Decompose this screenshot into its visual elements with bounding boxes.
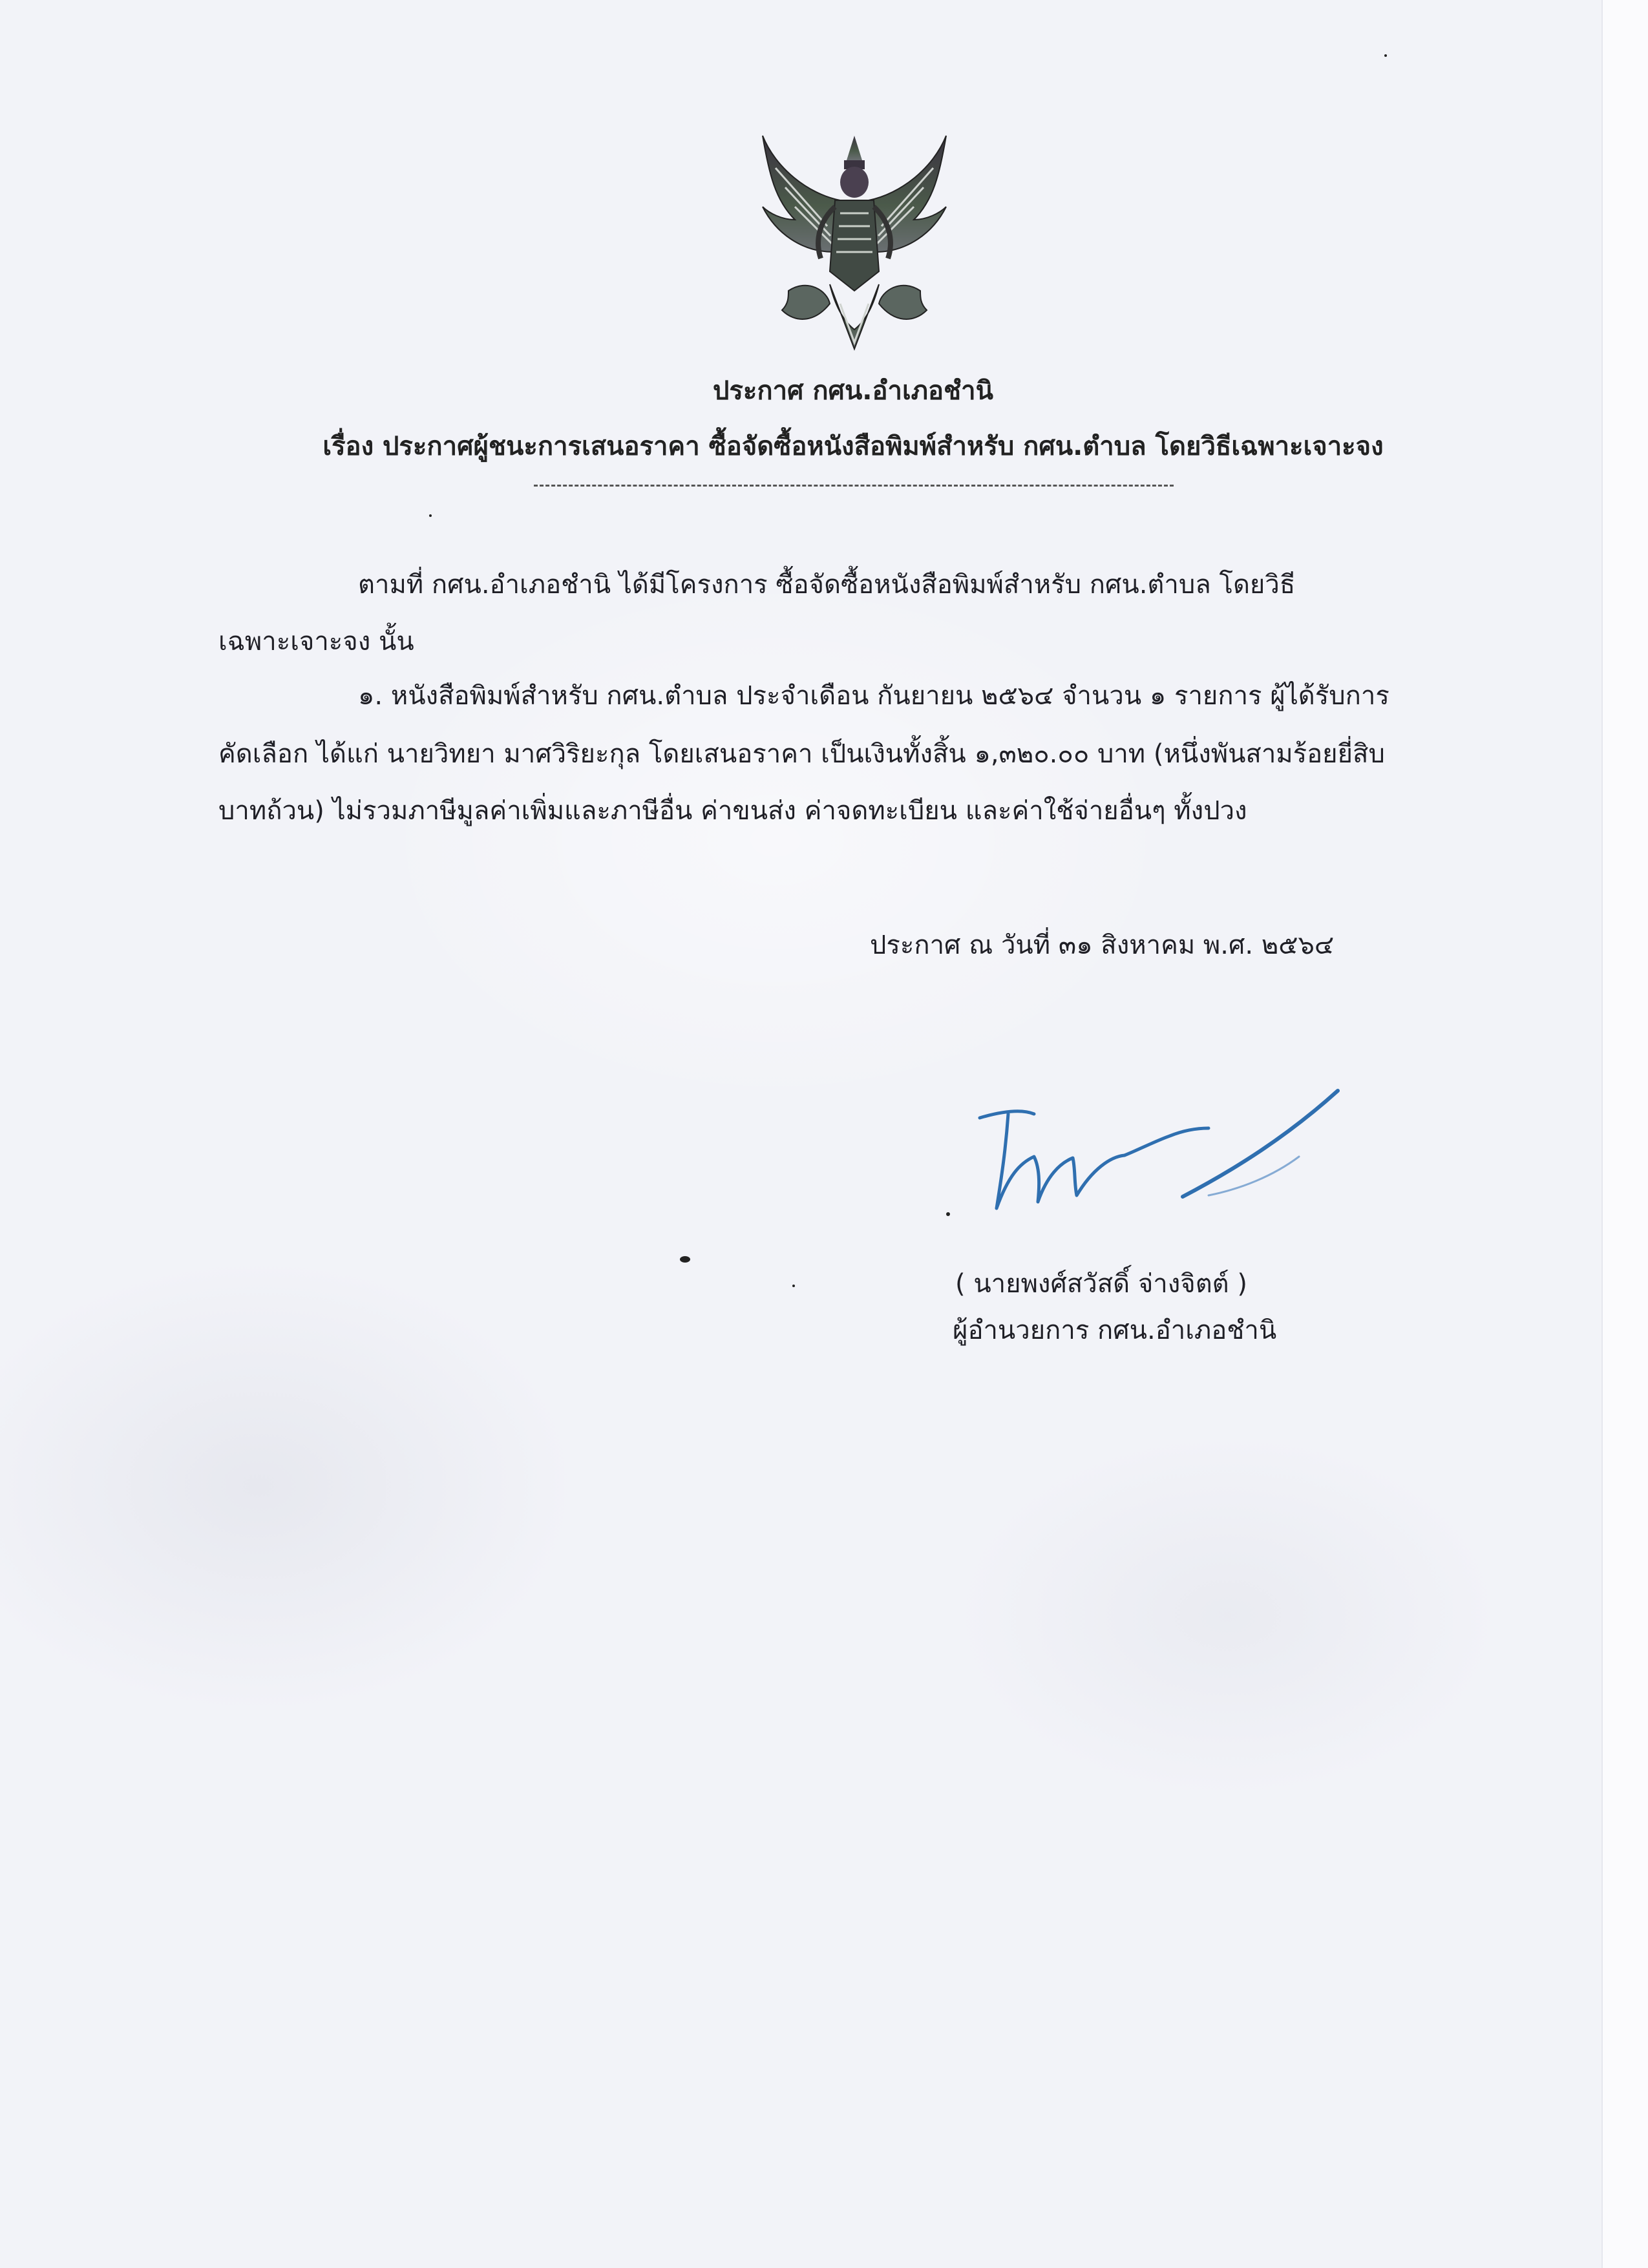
ink-speck bbox=[1384, 54, 1387, 57]
signatory-name: ( นายพงศ์สวัสดิ์ จ่างจิตต์ ) bbox=[955, 1269, 1247, 1299]
ink-speck bbox=[429, 514, 432, 517]
ink-speck bbox=[792, 1285, 795, 1287]
scan-edge bbox=[1601, 0, 1648, 2268]
announcement-subject: เรื่อง ประกาศผู้ชนะการเสนอราคา ซื้อจัดซื้อหนังสือพิมพ์สำหรับ กศน.ตำบล โดยวิธีเฉพาะเจาะจง bbox=[322, 432, 1384, 461]
body-line: บาทถ้วน) ไม่รวมภาษีมูลค่าเพิ่มและภาษีอื่น ค่าขนส่ง ค่าจดทะเบียน และค่าใช้จ่ายอื่นๆ ทั้งปวง bbox=[218, 796, 1247, 826]
divider bbox=[534, 485, 1174, 487]
handwritten-signature bbox=[937, 1060, 1351, 1221]
body-line: เฉพาะเจาะจง นั้น bbox=[218, 627, 414, 656]
ink-speck bbox=[680, 1256, 690, 1263]
announcement-title: ประกาศ กศน.อำเภอชำนิ bbox=[712, 376, 993, 406]
body-line: ตามที่ กศน.อำเภอชำนิ ได้มีโครงการ ซื้อจัดซื้อหนังสือพิมพ์สำหรับ กศน.ตำบล โดยวิธี bbox=[358, 570, 1296, 600]
announcement-date: ประกาศ ณ วันที่ ๓๑ สิงหาคม พ.ศ. ๒๕๖๔ bbox=[870, 930, 1335, 960]
garuda-emblem-icon bbox=[750, 129, 959, 355]
body-line: ๑. หนังสือพิมพ์สำหรับ กศน.ตำบล ประจำเดือน กันยายน ๒๕๖๔ จำนวน ๑ รายการ ผู้ได้รับการ bbox=[358, 681, 1389, 711]
ink-speck bbox=[946, 1212, 950, 1216]
signatory-position: ผู้อำนวยการ กศน.อำเภอชำนิ bbox=[953, 1316, 1277, 1345]
body-line: คัดเลือก ได้แก่ นายวิทยา มาศวิริยะกุล โดยเสนอราคา เป็นเงินทั้งสิ้น ๑,๓๒๐.๐๐ บาท (หนึ่งพันสามร้อยยี่สิบ bbox=[218, 739, 1385, 769]
